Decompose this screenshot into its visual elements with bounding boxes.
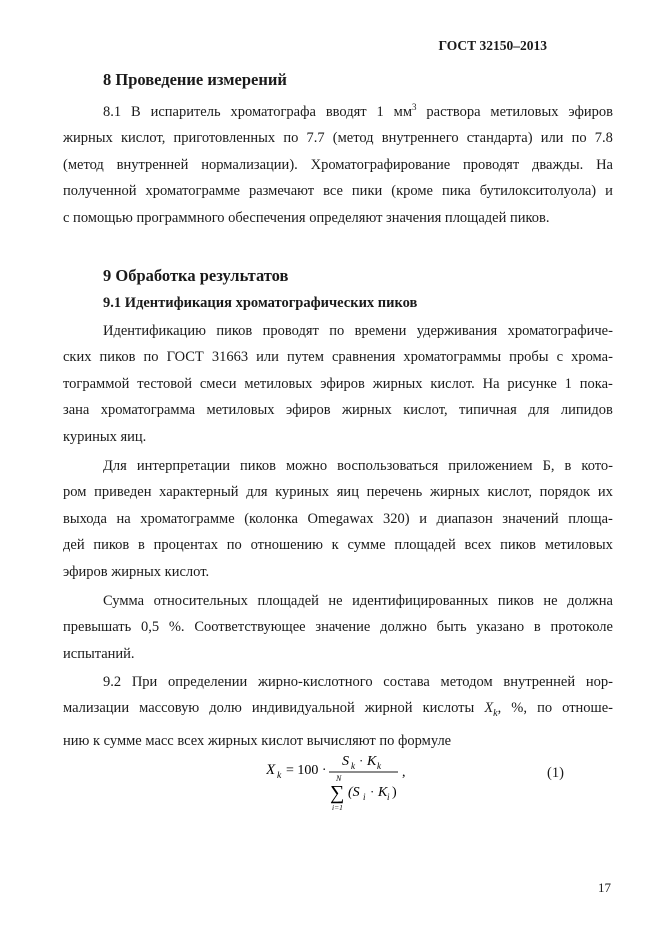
formula-sum-lower: i=1 [332, 803, 343, 812]
document-code-header: ГОСТ 32150–2013 [438, 38, 547, 53]
formula-num-s-sub: k [351, 761, 355, 771]
page-number: 17 [598, 880, 611, 895]
paragraph-unidentified-peaks [63, 588, 613, 667]
section-8-paragraph [63, 94, 613, 231]
text-line: жирных кислот, приготовленных по 7.7 (метод внутреннего стандарта) или по 7.8 [63, 130, 613, 147]
text-line: зана хроматограмма метиловых эфиров жирных кислот, типичная для липидов [63, 402, 613, 419]
paragraph-identification [63, 318, 613, 450]
formula-num-k: K [367, 754, 377, 769]
text-line: дей пиков в процентах по отношению к сумме площадей всех пиков метиловых [63, 537, 613, 554]
paragraph-normalization [63, 669, 613, 754]
formula-den-dot: · [370, 784, 375, 799]
formula-den-close: ) [392, 785, 397, 800]
section-9-heading: 9 Обработка результатов [103, 266, 289, 285]
text-line: испытаний. [63, 645, 135, 662]
formula-equals: = 100 · [286, 763, 327, 778]
text-line: выхода на хроматограмме (колонка Omegawax 320) и диапазон значений площа- [63, 510, 613, 527]
text-line: нию к сумме масс всех жирных кислот вычисляют по формуле [63, 732, 452, 749]
formula-graphic [266, 752, 416, 816]
formula-num-k-sub: k [377, 761, 381, 771]
text-line: ских пиков по ГОСТ 31663 или путем сравнения хроматограммы пробы с хрома- [63, 349, 613, 366]
formula-den-open: (S [348, 785, 360, 800]
text-line: (метод внутренней нормализации). Хроматографирование проводят дважды. На [63, 156, 613, 173]
formula-sum-upper: N [336, 774, 342, 783]
paragraph-interpretation [63, 453, 613, 585]
text-line: превышать 0,5 %. Соответствующее значение должно быть указано в протоколе [63, 619, 613, 636]
text-line: эфиров жирных кислот. [63, 563, 210, 580]
formula-den-k: K [378, 785, 388, 800]
text-segment: мализации массовую долю индивидуальной жирной кислоты $X_k$, %, по отноше- [63, 700, 613, 720]
text-line: полученной хроматограмме размечают все пики (кроме пика бутилокситолуола) и [63, 183, 613, 200]
formula-num-s: S [342, 754, 349, 769]
formula-den-s-sub: i [363, 792, 366, 802]
subsection-9-1-heading: 9.1 Идентификация хроматографических пиков [103, 295, 418, 311]
text-line: ром приведен характерный для куриных яиц перечень жирных кислот, порядок их [63, 484, 613, 501]
formula-num-dot: · [359, 753, 364, 768]
text-segment: 8.1 В испаритель хроматографа вводят 1 $мм^3$ раствора метиловых эфиров [103, 102, 613, 120]
formula-comma: , [402, 765, 406, 780]
formula-lhs-var: X [266, 762, 276, 778]
text-line: 9.2 При определении жирно-кислотного состава методом внутренней нор- [103, 674, 613, 690]
text-line: Идентификацию пиков проводят по времени удерживания хроматографиче- [103, 323, 613, 339]
text-line [63, 94, 613, 125]
text-line: Сумма относительных площадей не идентифицированных пиков не должна [103, 593, 613, 609]
formula-sum-sign: ∑ [330, 782, 345, 804]
formula-number: (1) [547, 765, 564, 781]
text-line: Для интерпретации пиков можно воспользоваться приложением Б, в кото- [103, 458, 613, 474]
text-line [63, 695, 613, 727]
formula-den-k-sub: i [387, 792, 390, 802]
formula-lhs-sub: k [277, 771, 282, 781]
formula-1 [266, 752, 416, 816]
text-line: с помощью программного обеспечения определяют значения площадей пиков. [63, 209, 550, 226]
text-line: тограммой тестовой смеси метиловых эфиров жирных кислот. На рисунке 1 пока- [63, 375, 613, 392]
text-line: куриных яиц. [63, 428, 147, 445]
section-8-heading: 8 Проведение измерений [103, 70, 287, 89]
